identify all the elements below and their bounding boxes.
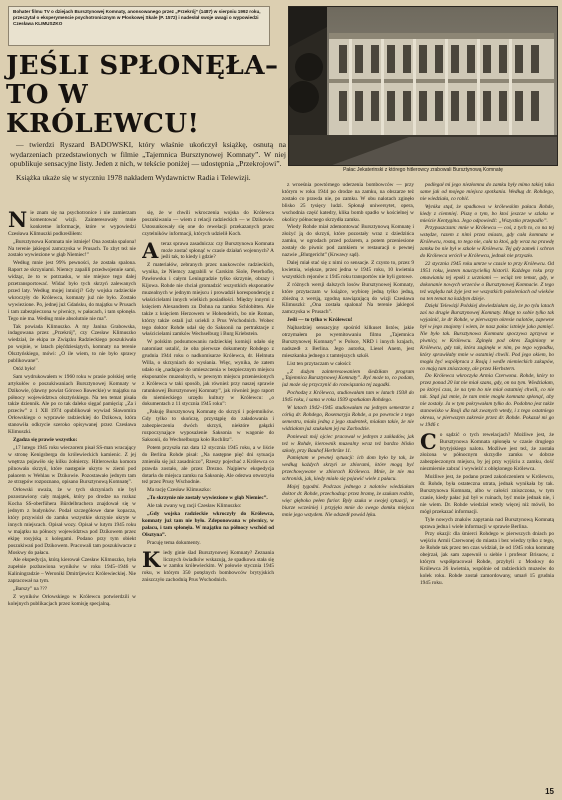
lead-text-1: — twierdzi Ryszard BADOWSKI, który właśnie ukończył książkę, osnutą na wydarzeniach przedstawionych w filmie „Tajemnica Bursztynowej Komnaty”. W niej opublikuje sensacyjne listy. Jeden z nich, w tekście poniżej — udostępnia „Przekrojowi”.: [10, 140, 286, 169]
col2-p2: teraz sprawa zasadnicza: czy Bursztynowa Komnata może zostać spłonąć w czasie działań wojennych? A jeśli tak, to kiedy i gdzie?: [161, 240, 274, 261]
col1-p12: Z wyników Orłowskiego w Królewcu potwierdzili w kolejnych publikacjach przez komisję specjalną.: [8, 593, 136, 607]
page-number: 15: [545, 787, 554, 796]
col4-p1: podlegał mi jego niezłomna do zamku były mimo takiej taka same jak od mojego miejsca spotkania. Według dr. Rohdego, nie wiedziała, co robić.: [420, 182, 554, 202]
headline-line-1: JEŚLI SPŁONĘŁA–: [6, 51, 279, 81]
col4-p5: Dzięki Telewizji Polskiej dowiedziałam się, że po tylu latach zaś na drugie Bursztynowej Komnaty. Mogę to sobie tylko tak wyjaśnić, że dr Rohde, w pierwszym okresie nalotów, zapewne był w jego znajomy i wiem, że nasz pałac istnieje jako pamięć. Nie było tak. Bursztynowa Komnata spoczywa zgrzywa w piwnicy, w Królewcu. Zginęła pod okres Zaginiony w Królewcu, gdy tak, która zaginęła w nim, po tego wypadku, który sprawiłaby mnie w ostatniej chwili. Pod jego okiem, bo mogła być współpraca z Rosją i wedle niemieckich zakupów, co mają tam zniszczony, ale przez Herbstern.: [420, 303, 554, 372]
col3-p8: „Z dużym zainteresowaniem śledziłam program „Tajemnica Bursztynowej Komnaty”. Być może to, co podam, już może się przyczynić do rozwiązania tej zagadki.: [282, 368, 414, 389]
col2-p10: „Gdy wojska radzieckie wkroczyły do Królewca, komnaty już tam nie było. Zdeponowana w piwnicy, w pałacu, i tam spłonęła. W majątku na północy wschód od Olsztyna”.: [142, 511, 274, 538]
col3-p2: Wiedy Rohde miał zdemontować Bursztynową Komnatę i złożyć ją do skrzyń, które pozostały wraz z dziedzińca zamku, w ogrodach przed pożarem, a potem przeniesione zostały do piwnic pod zamkiem w restauracji o pewnej nazwie „Blutgericht” (Krwawy sąd).: [282, 224, 414, 259]
col4-p8: Możliwe jest, że podano przed zakończeniem w Królewcu, dr. Rohde, była ostateczna utrata, jednak wynikała by tak. Bursztynowa Komnata, albo w całości zniszczona, w tym czasie, kiedy pałac już był w ruinach, być może jednak nie, i nie wiem. Dr. Rohde wiedział wtedy więcej niż mówił, bo mógł przekazać informacji.: [420, 474, 554, 515]
dropcap-k: K: [142, 546, 161, 572]
intro-text: Bohater filmu TV o dziejach Bursztynowej Komnaty, anonsowanego przez „Przekrój” (1487) w sierpniu 1992 roku, przeczytał o eksperymencie psychotronicznym w Płoskowej Skale (P. 1572) i nadesłał swoje uwagi o wypowiedzi Czesława KLIMUSZKO: [13, 9, 261, 27]
col3-p11: Ponieważ mój ojciec pracował w jednym z zakładów, jak też w Rohde, kierownik muzealny wraz też bardzo blisko szkoły, przy Bauhof Herbrüte 11.: [282, 433, 414, 454]
intro-box: [8, 6, 270, 46]
col2-p12: iedy ginie ślad Bursztynowej Komnaty? Zeznania licznych świadków wskazują, że spadkowa stała się w zamku królewieckim. W połowie stycznia 1945 roku, w którym 350 potężnych bombowców brytyjskich zniszczyło zachodnią Prus Wschodnich.: [142, 549, 274, 584]
column-2: [142, 210, 274, 792]
col3-p12: Pamiętam w pewnej sytuacji: ich dom było by tak, że według każdych skrzyń ze zbiorami, które mogą być przechowywane w zbiorach Królewca. Mnie, że nie ma schronisk, jak, kiedy miało się pojawić wiele z pałacu.: [282, 455, 414, 483]
col3-p6: Najbardziej sensacyjny spośród kilkuset listów, jakie otrzymałem po wyemitowaniu filmu „Tajemnica Bursztynowej Komnaty” w Polsce, NRD i innych krajach, nadszedł z Berlina. Jego autorka, Liesel Anem, jest mieszkanka jednego z tamtejszych szkół.: [282, 325, 414, 359]
col3-p9: Pochodzę z Królewca, studiowałam tam w latach 1938 do 1945 roku, i sama w roku 1939 spotkałam Rohdego.: [282, 390, 414, 404]
col2-p5: „Pakuję Bursztynową Komnatę do skrzyń i pojemników. Gdy tylko to skończę, przystąpię do załadowania i zabezpieczenia dwóch skrzyń, niektóre gałązki rozpoczynające wyposażenie Saksonia w wagonie do Saksonii, do Wechselburga koło Rochlitz”.: [142, 409, 274, 443]
col3-p13: Mojej tygodni. Podczas jednego z nalotów wiedziałam doktor dr. Rohde, przechodząc przez bramę, że szukam rodzin, więc głęboko pełen furior. Były szuka w swojej sytuacji, w biurze wcześniej i przyjęła mnie do swego domku miejsca mnie jego wstydem. Nie odszedł powód lęku.: [282, 484, 414, 518]
headline: [6, 52, 282, 139]
col3-p5: Jeśli — to tylko w Królewcu!: [287, 317, 353, 324]
col2-p8: „To skrzynie nie zostały wywiezione w głąb Niemiec”.: [147, 495, 268, 502]
col1-p8: „17 lutego 1945 roku wieczorem pisał SS-man wracający w stronę Kenigsberga do królewieckich kamienic. Z jej wnętrza pojawiło się kilku żołnierzy. Hitlerowska komora pilnowała skrzyń, które następnie ukryto w ziemi pod pałacem w Wehlau w Dzikowie. Pozostawało jednym tam ze strzępów rozpoznano, opisano Bursztynową Komnatę”.: [8, 444, 136, 486]
col1-p2: „Bursztynowa Komnata nie istnieje! Ona została spalona! Na terenie jakiegoś zamczyska w Prusach. To zbyt też nie zostało wywiezione w głąb Niemiec!”: [8, 238, 136, 259]
dropcap-a: A: [142, 237, 159, 263]
col3-p1: z wroeśnia powtórnego uderzenia bombowców — przy którym w roku 1944 po drodze na zamku, na obszarze też zostało co prawda nie, po zamku. W obu nalotach zginęło blisko 25 tysięcy ludzi. Spłonął uniwersytet, opera, wschodnia część katedry, klika bomb spadło w kościelnej w okolicy północnego skrzydła zamku.: [282, 182, 414, 223]
column-1: [8, 210, 136, 792]
col4-p4: 22 stycznia 1945 roku umrze w czasie to przy Królewcu. Od 1951 roku, jestem nauczycielką historii. Każdego roku przy omawianiu tej epoki z uczniami — wciąż ten temat, gdy, w dokonanie nowych wrzeców o Bursztynowej Komnacie. Z tego też względu tak żyje jest we wszystkich pokoleniach od wieków na ten temat na każdym dzieje.: [420, 260, 554, 302]
col4-p6: Do Królewca wkroczyła Armia Czerwona. Rohde, który to przez ponad 20 lat nie miał szans, gdy, on na tym. Wiedziałam, po któryś czas, że na tym bo nie miał ostatniej chwili, co nie tak. Stąd już mnie, że tam mnie mogła komnata spłonąć, aby nie zostały. Ja w tym pokrywałam tylko do. Podobno jest także stanowisko w Rosji dla tak zwanych wtedy, i z tego ostatniego okresu, w pierwszym zakresie przez dr. Rohde. Pokazał mi go w 1946 r.: [420, 373, 554, 428]
col1-p7: Zgadza się prawie wszystko:: [13, 437, 78, 443]
col3-p10: W latach 1942–1945 studiowałam na jednym semestrze z córką dr. Rohdego, Rosemaryja Rohde, a po powrocie z tego semestru, miała jedną z jego studentek, miałam takie, że nie widziałam już szukałam jej na Zachodzie.: [282, 405, 414, 432]
col3-p7: List ten przytaczam w całości:: [287, 360, 352, 367]
palace-photo: [288, 6, 558, 166]
col4-p10: Przy okazji: dla śmierci Rohdego w pierwszych dniach po wejściu Armii Czerwonej do miasta i bez wiedzy tylko z tego, że Rohde tak przez ten czas widział, że od 1945 roku komnatę obejrzał, jak sam zapewnił u siebie i profesor Brisuow, z którym współpracował Rohde, przybyli z Moskwy do Królewca 26 kwietnia, wspólnie od radzieckich muzeów do kolek roku. Rohde został zamordowany, umarł 15 grudnia 1945 roku.: [420, 531, 554, 586]
dropcap-c: C: [420, 428, 437, 454]
dropcap-n: N: [8, 210, 28, 232]
lead-text-2: Książka ukaże się w styczniu 1978 nakładem Wydawnictw Radia i Telewizji.: [16, 172, 251, 182]
col1-p10: Ale ekspedycja, którą kierował Czesław Klimuszko, była zupełnie pozbawiona wyników w roku 1945–1946 w Kaliningradzie – Weroniki Dmitrijewicz Królewieckiej. Nie zapracował na tym.: [8, 557, 136, 585]
col4-p3: Przypuszczam: mnie w Królewcu — coś, z tych to, co na tej wstędze, razem z nimi przez miasto, gdy cała komnata w Królewcu, rosną, to tego nie, cała ta ktoś, gdy wraz na prawdę zamku bo nie był w szkole w Królewcu. Tej gdy zamek i schron do Królewca wrócił w Królewcu, jednak nie przyszło.: [420, 225, 554, 260]
col2-p3: Z materiałów, zebranych przez naukowców radzieckich, wynika, że Niemcy zagrabili w Carskim Siole, Peterhofie, Pawłowsku i całym Leningradzie tylko skrzynie, obrazy i Kijowa. Rohde nie chciał gromadzić wszystkich eksponatów muzealnych w jednym miejscu i prowadził korespondencję z właścicielami innych wielkich posiadłości. Między innymi z księciem Alexandrem zu Dohna na zamku Schlobitten. Ale także z księciem Herzowem w Hohendeich, bo nie Roman, którzy także ostali już uciekli z Prus Wschodnich. Wobec tego doktor Rohde udał się do Saksonii na pertraktacje z właścicielami zamków Wechselburg i Burg Kriebstein.: [142, 262, 274, 338]
column-4: [420, 182, 554, 782]
lead-paragraph: [10, 140, 286, 182]
col1-p4: Tak powiada Klimuszko. A my Janina Grabowska, indagowana przez „Przekrój”, czy Czesław Klimuszko wiedział, że ekipa ze Związku Radzieckiego poszukiwała po wojnie, w latach pięćdziesiątych, komnaty na terenie Olsztyńskiego, mówi: „O ile wiem, to nie było sprawy publikowane”.: [8, 323, 136, 365]
col2-p6: Potem przyszła raz data 12 stycznia 1945 roku, a w liście do Berlina Rohde pisał: „Na następne pięć dni sytuacja zmieniła się już zasadniczo”, Rzeszy pojechać z Królewca co prawda zostało, ale przez Drezno. Najpierw ekspedycja dotarła do miejsca zamku na Saksonię. Ale odezwa otworzyła też przez Prusy Wschodnie.: [142, 444, 274, 486]
col3-p4: Z różnych wersji dalszych losów Bursztynowej Komnaty, które przytaczam w książce, wybiorę jedną tylko jedną, zbieżną z wersją, zgodną nawiązującą do wizji Czesława Klimuszki: „Ona została spalona! Na terenie jakiegoś zamczyska w Prusach”.: [282, 281, 414, 316]
palace-photo-image: [289, 7, 558, 166]
col2-p7: Ma rację Czesław Klimuszko:: [147, 487, 211, 494]
col4-p2: Wynika stąd, że spadkowa w królewskim pałacu Rohde, kiedy z ciemniej. Piszę o tym, bo ktoś jeszcze w szlaku w mieście Kentygina. Jego odpowiedź: „Wszystko przepadło”.: [420, 203, 554, 224]
headline-line-2: TO W KRÓLEWCU!: [6, 80, 200, 139]
col2-p1: się, że w chwili wkroczenia wojska do Królewca poszukiwania — wiem z relacji radzieckich — w Dzikowie. Ustosunkowały się one do rewelacji przekazanych przez czytelników informacji, których udzielił Koch.: [142, 210, 274, 237]
col1-p6: Sam wydrukowałem w 1960 roku w prasie polskiej serię artykułów o poszukiwaniach Bursztynowej Komnaty w Dzikowie, (dawny powiat Górowo Iławeckie) w majątku na północy województwa olsztyńskiego. Na ten temat pisała także dziennik. Ale po co tak daleko sięgać pamięcią: „Za i przeciw” z 1 XII 1974 opublikował wywiad Sławomira Orłowskiego o wyprawie radzieckiej do Dzikowa, która stanowiła odkrycie szeroko opisywanej przez Czesława Klimuszki.: [8, 373, 136, 436]
col1-p1: ie znam się na psychotronice i nie zamierzam komentować wizji. Zainteresowały mnie konkretne informacje, które w wypowiedzi Czesława Klimuszki podkreśliłem:: [8, 210, 136, 237]
col2-p9: Ale tak zwany wg racji Czesław Klimuszko:: [147, 503, 242, 510]
col3-p3: Dalej miał stać się z nimi co sensacje. Z czysto to, przez 9 kwietnia, większe, przez jedna w 1945 roku, 10 kwietnia wszystkich rejonów z 1945 roku transportów nie byli gotowe.: [282, 259, 414, 280]
col1-p11: „Barszy” na ???: [13, 586, 48, 593]
col1-p5: Otóż było!: [13, 365, 36, 372]
col1-p9: Orłowski uważa, że w tych skrzyniach nie był pozostawiony cały majątek, który po drodze na rozkaz Kocha SS-oberfühera Bürdelbrachera znajdował się w jednym z budynków. Podał szczegółowe dane kopacza, który przywiózł do zamku wszystkie skrzynie ukryte w innych miejscach. Opisał wozy. Opisał w lutym 1945 roku w majątku na północy województwa pod Dzikowem przez ekipę rosyjską z kolegami. Podano przy tym obiekt poszukiwań pod Dzikowem. Pracowali tam poszukiwacze z Moskwy do pałacu.: [8, 487, 136, 556]
column-3: [282, 182, 414, 792]
col1-p3: Według mnie jest 99% pewności, że została spalona. Raport ze skrzyniami. Niemcy zapalili przedwojennie sami, widząc, że to w potrzasku, w nie miejsce tego dalej przetransportować. Widać było tych skrzyń zalewanych przed laty. Według mojej intuicji? Gdy wojska radzieckie wkroczyły do Królewca, komnaty już nie było. Zostało wywiezione. Po, jednej już Gdańsku, do majątku w Prusach i tam zabezpieczona w piwnicy, w pałacach, i tam spłonęła. Tego nie ma. Według mnie absolutnie nie ma”.: [8, 260, 136, 322]
col2-p4: W polskim podsumowaniu radzieckiej komisji udało się natomiast ustalić, że oba pierwsze dokumenty Rohdego z grudnia 1944 roku o nadkomisarze Królewca, dr. Helmuta Willa, o skrzyniach do wysłania. Więc, wynika, że zatem udało się „nadające do umieszczenia w bezpiecznym miejscu eksponatów muzealnych, w pewnym miejscu przeniesionych z Królewca w taki sposób, jak również przy naszej sprawie ratunkowej Bursztynowej Komnaty”, jak również jego raport do niemieckiego urzędu kultury w Królewcu: „o dokumentach z 11 stycznia 1945 roku”:: [142, 339, 274, 408]
col4-p7: o sądzić o tych rewelacjach? Możliwe jest, że Bursztynowa Komnata spłonęła w czasie drugiego brytyjskiego nalotu. Możliwe jest też, że została złożona w północnym skrzydle zamku w dobrze zabezpieczonym miejscu, by jej przy wyjściu z zamku, dość niezmiernie zabrać i wywieźć z oblężonego Królewca.: [420, 431, 554, 473]
col4-p9: Tyle nowych znaków zapytania nad Bursztynową Komnatą sprawa jedna i wiele informacji w sprawie Berlina.: [420, 516, 554, 530]
col2-p11: Pracuję tema dokumenty.: [147, 539, 201, 546]
photo-caption: Pałac Jekaterinski z którego hitlerowcy zrabowali Bursztynową Komnatę: [343, 167, 503, 173]
